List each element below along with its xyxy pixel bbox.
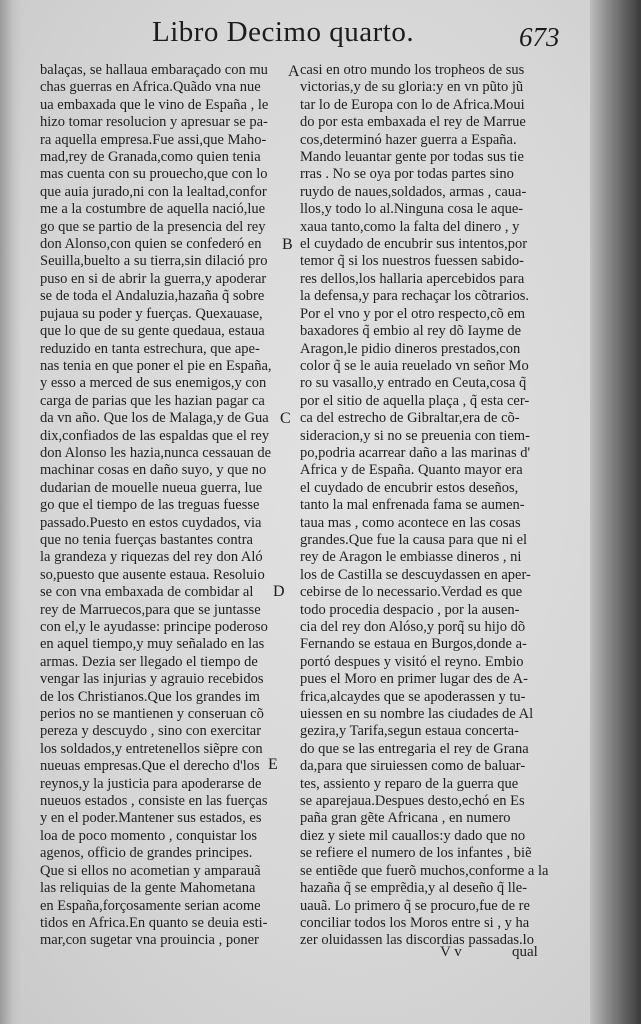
page-gutter-shadow [0,0,22,1024]
text-line: paña gran gẽte Africana , en numero [300,810,511,827]
text-line: mar,con sugetar vna prouincia , poner [40,932,259,949]
text-line: Aragon,le pidio dineros prestados,con [300,340,521,357]
text-line: agenos, officio de grandes principes. [40,845,253,862]
text-line: so,puesto que ausente estaua. Resoluio [40,566,265,583]
text-line: carga de parias que les hazian pagar ca [40,392,265,409]
text-line: reynos,y la justicia para apoderarse de [40,775,262,792]
text-line: perios no se mantienen y conseruan cõ [40,706,264,723]
text-line: vengar las injurias y agrauio recebidos [40,671,264,688]
text-line: que no tenia fuerças bastantes contra [40,531,253,548]
text-line: nueuas empresas.Que el derecho d'los [40,758,260,775]
text-line: con el,y le ayudasse: principe poderoso [40,619,268,635]
text-line: chas guerras en Africa.Quãdo vna nue [40,79,261,96]
text-line: frica,alcaydes que se apoderassen y tu- [300,688,526,705]
text-line: color q̃ se le auia reuelado vn señor Mo [300,357,529,374]
text-line: go que se partio de la presencia del rey [40,218,266,235]
text-line: pujaua su poder y fuerças. Quexauase, [40,305,263,322]
text-line: baxadores q̃ embio al rey dõ Iayme de [300,323,522,340]
text-line: zer oluidassen las discordias passadas.lo [300,932,534,949]
margin-letter-e: E [268,756,278,773]
text-line: res dellos,los hallaria apercebidos para [300,270,525,287]
text-line: se refiere el numero de los infantes , biẽ [300,845,532,862]
text-line: Mando leuantar gente por todas sus tie [300,149,524,166]
text-line: se con vna embaxada de combidar al [40,584,254,601]
text-line: puso en si de abrir la guerra,y apoderar [40,270,267,287]
text-line: se de toda el Andaluzia,hazaña q̃ sobre [40,288,265,305]
text-line: cos,determinó hazer guerra a España. [300,131,517,148]
text-line: xaua tanto,como la falta del dinero , y [300,218,520,235]
text-line: pereza y descuydo , sino con exercitar [40,723,262,740]
text-line: Seuilla,buelto a su tierra,sin dilació pro [40,253,268,270]
text-line: balaças, se hallaua embaraçado con mu [40,62,268,78]
text-line: don Alonso,con quien se confederó en [40,236,262,253]
page-edge-shadow [590,0,641,1024]
text-line: dix,confiados de las espaldas que el rey [40,427,270,444]
text-line: tidos en Africa.En quanto se deuia esti- [40,914,268,931]
text-line: ruydo de naues,soldados, armas , caua- [300,183,527,200]
text-line: y en el poder.Mantener sus estados, es [40,810,262,827]
text-line: en aquel tiempo,y muy señalado en las [40,636,265,653]
running-head: Libro Decimo quarto. [152,16,415,48]
text-line: ca del estrecho de Gibraltar,era de cõ- [300,410,520,427]
text-line: la grandeza y riquezas del rey don Aló [40,549,263,566]
text-line: victorias,y de su gloria:y en vn pũto jũ [300,79,524,96]
text-line: de los Christianos.Que los grandes im [40,688,260,705]
text-line: portó despues y visitó el reyno. Embio [300,653,524,670]
text-line: se aparejaua.Despues desto,echó en Es [300,793,525,810]
text-line: taua mas , como acontece en las cosas [300,514,521,531]
text-line: Por el vno y por el otro respecto,cõ em [300,305,526,322]
text-line: los de Castilla se descuydassen en aper- [300,566,531,583]
text-line: Que si ellos no acometian y amparauã [40,862,261,879]
text-line: llos,y todo lo al.Ninguna cosa le aque- [300,201,524,218]
text-line: do que se las entregaria el rey de Grana [300,740,529,757]
margin-letter-c: C [280,410,291,427]
text-line: rey de Marruecos,para que se juntasse [40,601,261,618]
text-line: ua embaxada que le vino de España , le [40,96,269,113]
text-line: hizo tomar resolucion y apresuar se pa- [40,114,268,131]
signature-mark: V v [440,944,462,960]
text-line: por el sitio de aquella plaça , q̃ esta cer- [300,392,530,409]
left-text-column [40,62,276,950]
text-line: ra aquella empresa.Fue assi,que Maho- [40,131,267,148]
text-line: Africa y de España. Quanto mayor era [300,462,523,479]
text-line: machinar cosas en daño suyo, y que no [40,462,267,479]
text-line: uiessen en su nombre las ciudades de Al [300,706,534,723]
text-line: sideracion,y si no se preuenia con tiem- [300,427,530,444]
text-line: tar lo de Europa con lo de Africa.Moui [300,96,525,113]
text-line: tes, assiento y reparo de la guerra que [300,775,519,792]
text-line: mad,rey de Granada,como quien tenia [40,149,261,166]
text-line: loa de poco momento , conquistar los [40,827,258,844]
text-line: rras . No se oya por todas partes sino [300,166,514,183]
text-line: me a la costumbre de aquella nació,lue [40,201,266,218]
text-line: mas cuenta con su prouecho,que con lo [40,166,268,183]
text-line: los soldados,y entretenellos siẽpre con [40,740,263,757]
right-text-column [300,62,558,950]
text-line: pues el Moro en primer lugar des de A- [300,671,528,688]
text-line: ro su vasallo,y entrado en Ceuta,cosa q̃ [300,375,527,392]
text-line: Fernando se estaua en Burgos,donde a- [300,636,527,653]
text-line: conciliar todos los Moros entre si , y ha [300,914,530,931]
text-line: rey de Aragon le embiasse dineros , ni [300,549,522,566]
margin-letter-d: D [273,583,285,600]
text-line: armas. Dezia ser llegado el tiempo de [40,653,258,670]
text-line: todo procedia despacio , por la ausen- [300,601,520,618]
text-line: cia del rey don Alóso,y porq̃ su hijo dõ [300,619,526,635]
text-line: el cuydado de encubrir sus intentos,por [300,236,528,253]
text-line: se entiẽde que fuerõ muchos,conforme a la [300,862,549,879]
text-line: el cuydado de encubrir estos deseños, [300,479,519,496]
text-line: hazaña q̃ se emprẽdia,y al deseño q̃ lle- [300,880,528,897]
text-line: po,podria acarrear daño a las marinas d' [300,444,531,461]
text-line: y esso a merced de sus enemigos,y con [40,375,267,392]
text-line: passado.Puesto en estos cuydados, via [40,514,262,531]
text-line: nas tenia en que poner el pie en España, [40,357,272,374]
text-line: nueuos estados , consiste en las fuerças [40,793,268,810]
text-line: las reliquias de la gente Mahometana [40,880,256,897]
text-line: la defensa,y para rechaçar los cõtrarios. [300,288,530,305]
text-line: diez y siete mil cauallos:y dado que no [300,827,526,844]
text-line: reduzido en tanta estrechura, que ape- [40,340,260,357]
text-line: temor q̃ si los nuestros fuessen sabido- [300,253,524,270]
text-line: cebirse de lo necessario.Verdad es que [300,584,523,601]
text-line: grandes.Que fue la causa para que ni el [300,531,528,548]
catchword: qual [512,944,538,960]
page-number: 673 [519,22,560,52]
text-line: tanto la mal enfrenada fama se aumen- [300,497,525,514]
text-line: do por esta embaxada el rey de Marrue [300,114,526,131]
margin-letter-b: B [282,236,293,253]
text-line: que lo que de su gente quedaua, estaua [40,323,265,340]
text-line: gezira,y Tarifa,segun estaua concerta- [300,723,519,740]
text-line: don Alonso les hazia,nunca cessauan de [40,444,272,461]
text-line: en España,forçosamente serian acome [40,897,261,914]
text-line: casi en otro mundo los tropheos de sus [300,62,525,78]
margin-letter-a: A [288,63,300,80]
text-line: dudarian de mouelle nueua guerra, lue [40,479,263,496]
text-line: da,para que siruiessen como de baluar- [300,758,526,775]
text-line: que auia jurado,ni con la lealtad,confor [40,183,267,200]
text-line: da vn año. Que los de Malaga,y de Gua [40,410,269,427]
text-line: uauã. Lo primero q̃ se procuro,fue de re [300,897,530,914]
text-line: go que el tiempo de las treguas fuesse [40,497,260,514]
